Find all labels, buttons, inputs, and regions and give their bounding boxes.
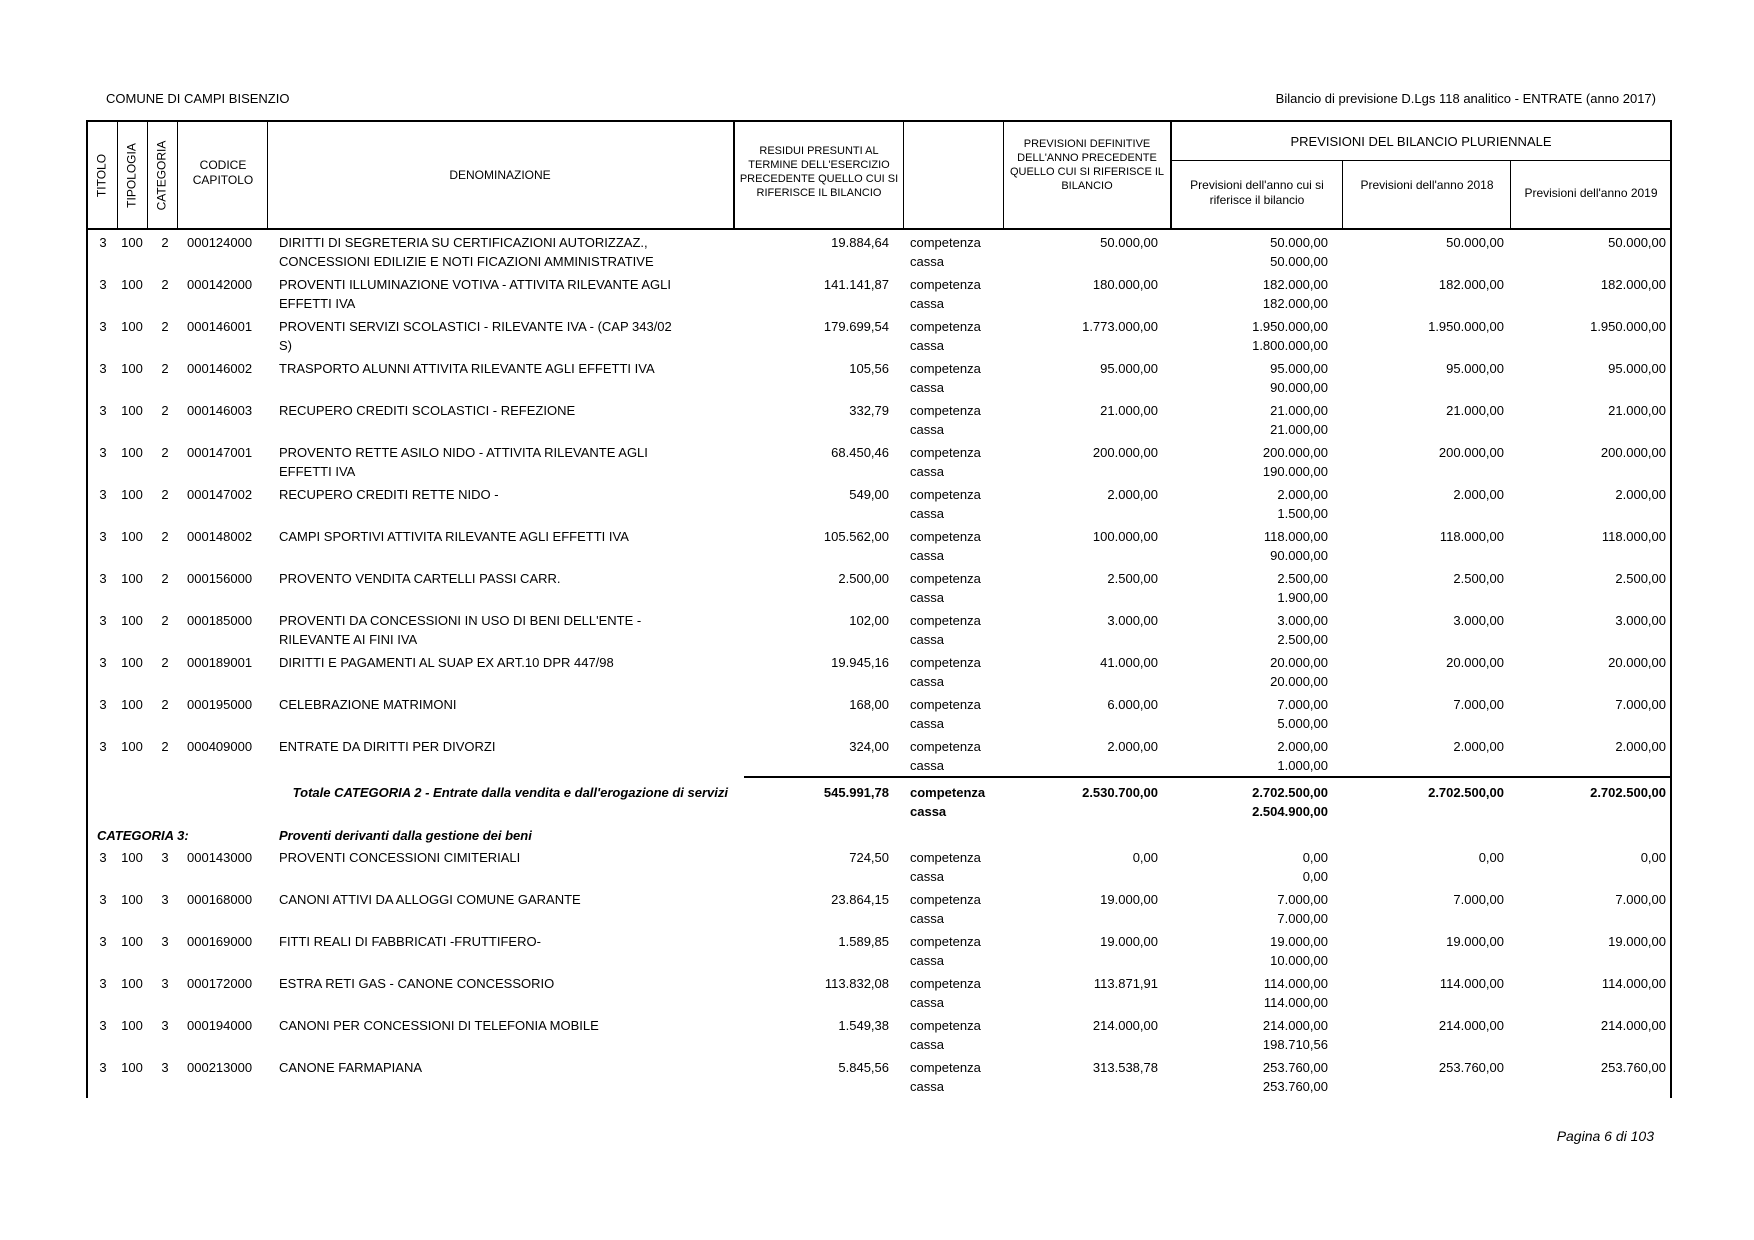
cell-categoria: 3	[161, 934, 169, 949]
cell-categoria: 2	[161, 361, 169, 376]
col-sep	[117, 121, 118, 229]
cell-prev-def: 3.000,00	[1107, 613, 1158, 628]
cell-anno-2018: 2.500,00	[1453, 571, 1504, 586]
cell-denominazione: PROVENTO VENDITA CARTELLI PASSI CARR.	[279, 571, 561, 586]
cell-anno-2019: 50.000,00	[1608, 235, 1666, 250]
cell-anno-2019: 21.000,00	[1608, 403, 1666, 418]
cell-denominazione-cont: CONCESSIONI EDILIZIE E NOTI FICAZIONI AMMINISTRATIVE	[279, 254, 654, 269]
header-pluriennale: PREVISIONI DEL BILANCIO PLURIENNALE	[1290, 134, 1552, 149]
cell-prev-def: 50.000,00	[1100, 235, 1158, 250]
cell-codice: 000147002	[187, 487, 253, 502]
cell-kind-cassa: cassa	[910, 422, 944, 437]
cell-categoria: 3	[161, 1018, 169, 1033]
cell-kind-competenza: competenza	[910, 487, 981, 502]
cell-residui: 102,00	[849, 613, 889, 628]
total-anno-cur-cassa: 2.504.900,00	[1252, 804, 1328, 819]
cell-anno-2018: 1.950.000,00	[1428, 319, 1504, 334]
cell-denominazione: CANONI ATTIVI DA ALLOGGI COMUNE GARANTE	[279, 892, 581, 907]
cell-anno-2018: 114.000,00	[1439, 976, 1504, 991]
cell-kind-cassa: cassa	[910, 869, 944, 884]
cell-kind-competenza: competenza	[910, 613, 981, 628]
col-sep	[733, 121, 735, 229]
cell-kind-cassa: cassa	[910, 548, 944, 563]
cell-anno-cur-cassa: 20.000,00	[1270, 674, 1328, 689]
cell-anno-2018: 2.000,00	[1453, 487, 1504, 502]
cell-kind-cassa: cassa	[910, 464, 944, 479]
cell-anno-2018: 7.000,00	[1453, 892, 1504, 907]
cell-denominazione-cont: EFFETTI IVA	[279, 464, 356, 479]
cell-codice: 000172000	[187, 976, 253, 991]
cell-titolo: 3	[99, 1060, 107, 1075]
cell-categoria: 2	[161, 235, 169, 250]
cell-anno-cur-cassa: 10.000,00	[1270, 953, 1328, 968]
cell-titolo: 3	[99, 445, 107, 460]
table-border-top	[86, 120, 1672, 122]
cell-anno-cur-cassa: 2.500,00	[1277, 632, 1328, 647]
cell-anno-2019: 200.000,00	[1600, 445, 1666, 460]
cell-kind-cassa: cassa	[910, 380, 944, 395]
total-separator	[744, 776, 1671, 778]
cell-anno-cur-competenza: 200.000,00	[1262, 445, 1328, 460]
cell-tipologia: 100	[121, 1018, 143, 1033]
cell-titolo: 3	[99, 361, 107, 376]
cell-titolo: 3	[99, 892, 107, 907]
cell-kind-competenza: competenza	[910, 697, 981, 712]
cell-prev-def: 313.538,78	[1092, 1060, 1158, 1075]
cell-kind-cassa: cassa	[910, 254, 944, 269]
cell-tipologia: 100	[121, 403, 143, 418]
cell-residui: 141.141,87	[823, 277, 889, 292]
cell-prev-def: 6.000,00	[1107, 697, 1158, 712]
col-sep	[1342, 161, 1343, 229]
cell-anno-cur-competenza: 21.000,00	[1270, 403, 1328, 418]
cell-kind-competenza: competenza	[910, 655, 981, 670]
cell-categoria: 2	[161, 445, 169, 460]
cell-anno-cur-cassa: 90.000,00	[1270, 548, 1328, 563]
cell-residui: 105,56	[849, 361, 889, 376]
total-prev-def: 2.530.700,00	[1082, 785, 1158, 800]
cell-titolo: 3	[99, 739, 107, 754]
cell-titolo: 3	[99, 976, 107, 991]
col-sep	[177, 121, 178, 229]
cell-tipologia: 100	[121, 850, 143, 865]
cell-codice: 000189001	[187, 655, 253, 670]
cell-codice: 000143000	[187, 850, 253, 865]
cell-codice: 000146002	[187, 361, 253, 376]
cell-prev-def: 100.000,00	[1092, 529, 1158, 544]
total-kind-cassa: cassa	[910, 804, 947, 819]
col-sep	[147, 121, 148, 229]
cell-anno-2018: 2.000,00	[1453, 739, 1504, 754]
cell-prev-def: 180.000,00	[1092, 277, 1158, 292]
cell-anno-2019: 2.000,00	[1615, 487, 1666, 502]
cell-kind-competenza: competenza	[910, 976, 981, 991]
cell-prev-def: 41.000,00	[1100, 655, 1158, 670]
cell-codice: 000169000	[187, 934, 253, 949]
total-label: Totale CATEGORIA 2 - Entrate dalla vendita e dall'erogazione di servizi	[292, 785, 728, 800]
cell-titolo: 3	[99, 1018, 107, 1033]
cell-anno-2019: 3.000,00	[1615, 613, 1666, 628]
cell-prev-def: 2.000,00	[1107, 487, 1158, 502]
cell-residui: 19.884,64	[831, 235, 889, 250]
cell-titolo: 3	[99, 613, 107, 628]
cell-anno-2019: 114.000,00	[1601, 976, 1666, 991]
cell-anno-2018: 0,00	[1478, 850, 1504, 865]
header-prev-def: PREVISIONI DEFINITIVE DELL'ANNO PRECEDENTE QUELLO CUI SI RIFERISCE IL BILANCIO	[1009, 138, 1165, 192]
cell-anno-cur-cassa: 190.000,00	[1262, 464, 1328, 479]
header-codice: CODICE CAPITOLO	[192, 158, 254, 187]
cell-kind-competenza: competenza	[910, 361, 981, 376]
cell-residui: 68.450,46	[831, 445, 889, 460]
cell-anno-cur-cassa: 7.000,00	[1277, 911, 1328, 926]
cell-titolo: 3	[99, 403, 107, 418]
cell-categoria: 2	[161, 277, 169, 292]
cell-denominazione-cont: S)	[279, 338, 292, 353]
header-denominazione: DENOMINAZIONE	[449, 168, 551, 182]
header-categoria: CATEGORIA	[154, 140, 169, 211]
table-border-right	[1670, 121, 1672, 1098]
cell-anno-cur-cassa: 50.000,00	[1270, 254, 1328, 269]
cell-prev-def: 1.773.000,00	[1082, 319, 1158, 334]
cell-anno-2018: 182.000,00	[1438, 277, 1504, 292]
cell-denominazione: PROVENTO RETTE ASILO NIDO - ATTIVITA RILEVANTE AGLI	[279, 445, 648, 460]
header-anno-2019: Previsioni dell'anno 2019	[1524, 186, 1658, 200]
cell-prev-def: 113.871,91	[1093, 976, 1158, 991]
cell-anno-cur-competenza: 95.000,00	[1270, 361, 1328, 376]
header-residui: RESIDUI PRESUNTI AL TERMINE DELL'ESERCIZIO PRECEDENTE QUELLO CUI SI RIFERISCE IL BILANCIO	[739, 145, 899, 199]
cell-titolo: 3	[99, 850, 107, 865]
cell-anno-cur-competenza: 50.000,00	[1270, 235, 1328, 250]
cell-tipologia: 100	[121, 739, 143, 754]
cell-tipologia: 100	[121, 277, 143, 292]
cell-kind-competenza: competenza	[910, 892, 981, 907]
cell-kind-competenza: competenza	[910, 319, 981, 334]
cell-denominazione: DIRITTI E PAGAMENTI AL SUAP EX ART.10 DPR 447/98	[279, 655, 614, 670]
cell-residui: 324,00	[849, 739, 889, 754]
cell-tipologia: 100	[121, 571, 143, 586]
cell-anno-2018: 118.000,00	[1439, 529, 1504, 544]
cell-denominazione-cont: EFFETTI IVA	[279, 296, 356, 311]
cell-titolo: 3	[99, 697, 107, 712]
cell-anno-cur-cassa: 1.800.000,00	[1252, 338, 1328, 353]
cell-categoria: 2	[161, 739, 169, 754]
cell-denominazione: PROVENTI ILLUMINAZIONE VOTIVA - ATTIVITA RILEVANTE AGLI	[279, 277, 672, 292]
cell-anno-cur-cassa: 182.000,00	[1262, 296, 1328, 311]
cell-categoria: 2	[161, 487, 169, 502]
total-anno-cur-competenza: 2.702.500,00	[1252, 785, 1328, 800]
cell-kind-competenza: competenza	[910, 529, 981, 544]
cell-residui: 1.549,38	[838, 1018, 889, 1033]
cell-anno-cur-cassa: 198.710,56	[1262, 1037, 1328, 1052]
cell-anno-2019: 7.000,00	[1615, 892, 1666, 907]
cell-codice: 000142000	[187, 277, 253, 292]
header-anno-cur: Previsioni dell'anno cui si riferisce il bilancio	[1190, 178, 1324, 207]
cell-titolo: 3	[99, 277, 107, 292]
cell-denominazione: CAMPI SPORTIVI ATTIVITA RILEVANTE AGLI EFFETTI IVA	[279, 529, 629, 544]
cell-codice: 000194000	[187, 1018, 253, 1033]
cell-kind-competenza: competenza	[910, 1060, 981, 1075]
pluriennale-divider	[1170, 160, 1670, 161]
cell-prev-def: 95.000,00	[1100, 361, 1158, 376]
cell-categoria: 3	[161, 976, 169, 991]
cell-anno-2019: 253.760,00	[1600, 1060, 1666, 1075]
cell-kind-cassa: cassa	[910, 632, 944, 647]
cell-prev-def: 2.500,00	[1107, 571, 1158, 586]
cell-tipologia: 100	[121, 892, 143, 907]
cell-tipologia: 100	[121, 529, 143, 544]
cell-residui: 2.500,00	[838, 571, 889, 586]
cell-residui: 19.945,16	[831, 655, 889, 670]
cell-kind-competenza: competenza	[910, 403, 981, 418]
total-kind-competenza: competenza	[910, 785, 986, 800]
cell-titolo: 3	[99, 319, 107, 334]
cell-codice: 000168000	[187, 892, 253, 907]
cell-denominazione: PROVENTI SERVIZI SCOLASTICI - RILEVANTE IVA - (CAP 343/02	[279, 319, 672, 334]
cell-anno-2018: 95.000,00	[1446, 361, 1504, 376]
cell-anno-2019: 95.000,00	[1608, 361, 1666, 376]
cell-titolo: 3	[99, 655, 107, 670]
cell-anno-cur-competenza: 214.000,00	[1262, 1018, 1328, 1033]
cell-denominazione: ESTRA RETI GAS - CANONE CONCESSORIO	[279, 976, 555, 991]
cell-kind-cassa: cassa	[910, 1079, 944, 1094]
cell-anno-cur-competenza: 0,00	[1302, 850, 1328, 865]
cell-tipologia: 100	[121, 487, 143, 502]
cell-codice: 000195000	[187, 697, 253, 712]
cell-categoria: 2	[161, 655, 169, 670]
col-sep	[903, 121, 904, 229]
cell-anno-2018: 19.000,00	[1446, 934, 1504, 949]
cell-kind-cassa: cassa	[910, 674, 944, 689]
cell-anno-2018: 21.000,00	[1446, 403, 1504, 418]
municipality-name: COMUNE DI CAMPI BISENZIO	[106, 91, 290, 106]
cell-tipologia: 100	[121, 445, 143, 460]
cell-titolo: 3	[99, 487, 107, 502]
cell-anno-cur-competenza: 182.000,00	[1262, 277, 1328, 292]
cell-anno-cur-cassa: 21.000,00	[1270, 422, 1328, 437]
cell-codice: 000146001	[187, 319, 253, 334]
cell-tipologia: 100	[121, 613, 143, 628]
total-residui: 545.991,78	[823, 785, 889, 800]
cell-residui: 23.864,15	[831, 892, 889, 907]
cell-tipologia: 100	[121, 976, 143, 991]
col-sep	[267, 121, 268, 229]
cell-prev-def: 0,00	[1132, 850, 1158, 865]
cell-kind-competenza: competenza	[910, 235, 981, 250]
col-sep	[1003, 121, 1004, 229]
cell-anno-cur-cassa: 253.760,00	[1262, 1079, 1328, 1094]
cell-anno-cur-cassa: 90.000,00	[1270, 380, 1328, 395]
cell-residui: 332,79	[849, 403, 889, 418]
cell-anno-cur-cassa: 114.000,00	[1263, 995, 1328, 1010]
cell-categoria: 2	[161, 529, 169, 544]
cell-codice: 000146003	[187, 403, 253, 418]
cell-residui: 105.562,00	[823, 529, 889, 544]
cell-tipologia: 100	[121, 361, 143, 376]
cell-denominazione: PROVENTI CONCESSIONI CIMITERIALI	[279, 850, 521, 865]
cell-kind-competenza: competenza	[910, 277, 981, 292]
cell-residui: 724,50	[849, 850, 889, 865]
cell-anno-cur-competenza: 2.500,00	[1277, 571, 1328, 586]
cell-kind-cassa: cassa	[910, 296, 944, 311]
cell-categoria: 2	[161, 571, 169, 586]
cell-anno-2018: 214.000,00	[1438, 1018, 1504, 1033]
total-anno-2018: 2.702.500,00	[1428, 785, 1504, 800]
cell-anno-cur-cassa: 1.000,00	[1277, 758, 1328, 773]
cell-tipologia: 100	[121, 235, 143, 250]
document-title: Bilancio di previsione D.Lgs 118 analitico - ENTRATE (anno 2017)	[1275, 91, 1656, 106]
cell-anno-2018: 3.000,00	[1453, 613, 1504, 628]
cell-residui: 179.699,54	[823, 319, 889, 334]
cell-tipologia: 100	[121, 1060, 143, 1075]
cell-kind-competenza: competenza	[910, 571, 981, 586]
cell-codice: 000156000	[187, 571, 253, 586]
cell-tipologia: 100	[121, 655, 143, 670]
cell-kind-cassa: cassa	[910, 590, 944, 605]
cell-categoria: 2	[161, 613, 169, 628]
cell-denominazione: RECUPERO CREDITI RETTE NIDO -	[279, 487, 499, 502]
cell-prev-def: 200.000,00	[1092, 445, 1158, 460]
cell-anno-cur-competenza: 19.000,00	[1270, 934, 1328, 949]
cell-residui: 168,00	[849, 697, 889, 712]
cell-anno-2018: 20.000,00	[1446, 655, 1504, 670]
cell-kind-cassa: cassa	[910, 716, 944, 731]
cell-kind-cassa: cassa	[910, 953, 944, 968]
cell-categoria: 2	[161, 697, 169, 712]
cell-kind-cassa: cassa	[910, 506, 944, 521]
cell-kind-competenza: competenza	[910, 934, 981, 949]
section-label: CATEGORIA 3:	[97, 828, 189, 843]
cell-titolo: 3	[99, 934, 107, 949]
header-bottom-border	[86, 228, 1672, 230]
cell-kind-cassa: cassa	[910, 911, 944, 926]
total-anno-2019: 2.702.500,00	[1590, 785, 1666, 800]
cell-categoria: 3	[161, 850, 169, 865]
cell-kind-competenza: competenza	[910, 850, 981, 865]
cell-codice: 000124000	[187, 235, 253, 250]
cell-anno-2019: 19.000,00	[1608, 934, 1666, 949]
cell-anno-cur-cassa: 1.900,00	[1277, 590, 1328, 605]
cell-titolo: 3	[99, 571, 107, 586]
cell-kind-competenza: competenza	[910, 445, 981, 460]
cell-anno-2019: 1.950.000,00	[1590, 319, 1666, 334]
cell-anno-2019: 2.000,00	[1615, 739, 1666, 754]
cell-anno-cur-cassa: 1.500,00	[1277, 506, 1328, 521]
cell-anno-2019: 214.000,00	[1600, 1018, 1666, 1033]
cell-codice: 000148002	[187, 529, 253, 544]
cell-anno-2018: 50.000,00	[1446, 235, 1504, 250]
cell-anno-cur-competenza: 20.000,00	[1270, 655, 1328, 670]
cell-prev-def: 2.000,00	[1107, 739, 1158, 754]
cell-denominazione: ENTRATE DA DIRITTI PER DIVORZI	[279, 739, 496, 754]
cell-anno-2019: 20.000,00	[1608, 655, 1666, 670]
cell-anno-2019: 2.500,00	[1615, 571, 1666, 586]
cell-tipologia: 100	[121, 934, 143, 949]
cell-prev-def: 214.000,00	[1092, 1018, 1158, 1033]
cell-denominazione: CANONE FARMAPIANA	[279, 1060, 423, 1075]
cell-denominazione: CANONI PER CONCESSIONI DI TELEFONIA MOBILE	[279, 1018, 599, 1033]
cell-anno-2018: 7.000,00	[1453, 697, 1504, 712]
cell-denominazione: DIRITTI DI SEGRETERIA SU CERTIFICAZIONI AUTORIZZAZ.,	[279, 235, 648, 250]
cell-kind-cassa: cassa	[910, 995, 944, 1010]
cell-denominazione: FITTI REALI DI FABBRICATI -FRUTTIFERO-	[279, 934, 541, 949]
cell-residui: 5.845,56	[838, 1060, 889, 1075]
cell-denominazione: TRASPORTO ALUNNI ATTIVITA RILEVANTE AGLI EFFETTI IVA	[279, 361, 655, 376]
cell-codice: 000147001	[187, 445, 253, 460]
section-title: Proventi derivanti dalla gestione dei beni	[279, 828, 532, 843]
cell-categoria: 2	[161, 319, 169, 334]
cell-anno-cur-competenza: 1.950.000,00	[1252, 319, 1328, 334]
cell-kind-cassa: cassa	[910, 1037, 944, 1052]
header-anno-2018: Previsioni dell'anno 2018	[1360, 178, 1494, 192]
cell-residui: 113.832,08	[824, 976, 889, 991]
cell-prev-def: 19.000,00	[1100, 934, 1158, 949]
cell-anno-2018: 253.760,00	[1438, 1060, 1504, 1075]
page-number: Pagina 6 di 103	[1556, 1128, 1654, 1144]
cell-anno-cur-competenza: 3.000,00	[1277, 613, 1328, 628]
cell-anno-cur-competenza: 2.000,00	[1277, 739, 1328, 754]
cell-denominazione-cont: RILEVANTE AI FINI IVA	[279, 632, 418, 647]
cell-codice: 000409000	[187, 739, 253, 754]
cell-kind-competenza: competenza	[910, 739, 981, 754]
cell-anno-cur-competenza: 7.000,00	[1277, 697, 1328, 712]
cell-residui: 1.589,85	[838, 934, 889, 949]
cell-anno-cur-cassa: 0,00	[1302, 869, 1328, 884]
header-tipologia: TIPOLOGIA	[124, 143, 139, 208]
cell-anno-2019: 7.000,00	[1615, 697, 1666, 712]
cell-anno-cur-cassa: 5.000,00	[1277, 716, 1328, 731]
cell-anno-cur-competenza: 253.760,00	[1262, 1060, 1328, 1075]
cell-prev-def: 21.000,00	[1100, 403, 1158, 418]
cell-anno-cur-competenza: 118.000,00	[1263, 529, 1328, 544]
cell-kind-competenza: competenza	[910, 1018, 981, 1033]
cell-anno-2019: 182.000,00	[1600, 277, 1666, 292]
cell-codice: 000185000	[187, 613, 253, 628]
cell-anno-cur-competenza: 2.000,00	[1277, 487, 1328, 502]
cell-anno-cur-competenza: 114.000,00	[1263, 976, 1328, 991]
cell-anno-cur-competenza: 7.000,00	[1277, 892, 1328, 907]
cell-titolo: 3	[99, 529, 107, 544]
header-titolo: TITOLO	[94, 153, 109, 198]
cell-titolo: 3	[99, 235, 107, 250]
cell-kind-cassa: cassa	[910, 758, 944, 773]
cell-categoria: 3	[161, 892, 169, 907]
cell-kind-cassa: cassa	[910, 338, 944, 353]
cell-codice: 000213000	[187, 1060, 253, 1075]
cell-prev-def: 19.000,00	[1100, 892, 1158, 907]
cell-categoria: 2	[161, 403, 169, 418]
cell-denominazione: CELEBRAZIONE MATRIMONI	[279, 697, 457, 712]
cell-anno-2019: 118.000,00	[1601, 529, 1666, 544]
cell-residui: 549,00	[849, 487, 889, 502]
cell-categoria: 3	[161, 1060, 169, 1075]
table-border-left	[86, 121, 88, 1098]
cell-anno-2018: 200.000,00	[1438, 445, 1504, 460]
cell-denominazione: PROVENTI DA CONCESSIONI IN USO DI BENI DELL'ENTE -	[279, 613, 642, 628]
cell-denominazione: RECUPERO CREDITI SCOLASTICI - REFEZIONE	[279, 403, 576, 418]
cell-tipologia: 100	[121, 697, 143, 712]
cell-tipologia: 100	[121, 319, 143, 334]
cell-anno-2019: 0,00	[1640, 850, 1666, 865]
